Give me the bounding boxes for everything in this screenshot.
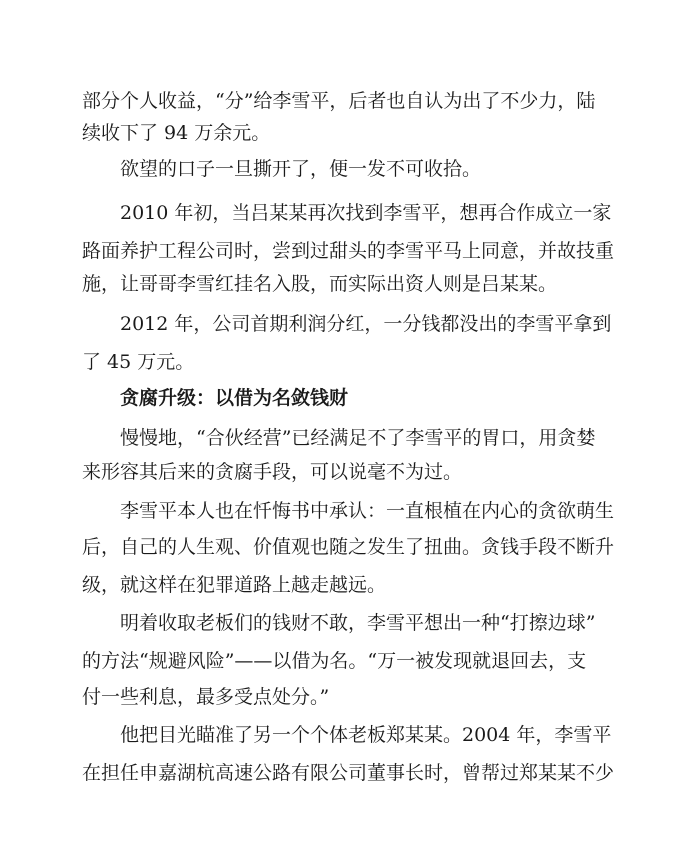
text-line-7: 2012 年，公司首期利润分红，一分钱都没出的李雪平拿到 (120, 313, 612, 335)
text-line-3: 欲望的口子一旦撕开了，便一发不可收拾。 (120, 158, 482, 180)
text-line-17: 付一些利息，最多受点处分。” (82, 686, 330, 708)
text-line-16: 的方法“规避风险”——以借为名。“万一被发现就退回去，支 (82, 650, 587, 672)
text-line-2: 续收下了 94 万余元。 (82, 122, 271, 144)
text-line-14: 级，就这样在犯罪道路上越走越远。 (82, 574, 387, 596)
text-line-18: 他把目光瞄准了另一个个体老板郑某某。2004 年，李雪平 (120, 724, 612, 746)
text-line-15: 明着收取老板们的钱财不敢，李雪平想出一种“打擦边球” (120, 612, 596, 634)
text-line-8: 了 45 万元。 (82, 351, 195, 373)
text-line-13: 后，自己的人生观、价值观也随之发生了扭曲。贪钱手段不断升 (82, 536, 615, 558)
section-heading: 贪腐升级：以借为名敛钱财 (120, 387, 349, 409)
text-line-4: 2010 年初，当吕某某再次找到李雪平，想再合作成立一家 (120, 202, 612, 224)
text-line-12: 李雪平本人也在忏悔书中承认：一直根植在内心的贪欲萌生 (120, 500, 615, 522)
text-line-11: 来形容其后来的贪腐手段，可以说毫不为过。 (82, 461, 463, 483)
text-line-5: 路面养护工程公司时，尝到过甜头的李雪平马上同意，并故技重 (82, 240, 615, 262)
text-line-19: 在担任申嘉湖杭高速公路有限公司董事长时，曾帮过郑某某不少 (82, 762, 615, 784)
text-line-6: 施，让哥哥李雪红挂名入股，而实际出资人则是吕某某。 (82, 273, 558, 295)
text-line-10: 慢慢地，“合伙经营”已经满足不了李雪平的胃口，用贪婪 (120, 427, 596, 449)
text-line-1: 部分个人收益，“分”给李雪平，后者也自认为出了不少力，陆 (82, 90, 596, 112)
